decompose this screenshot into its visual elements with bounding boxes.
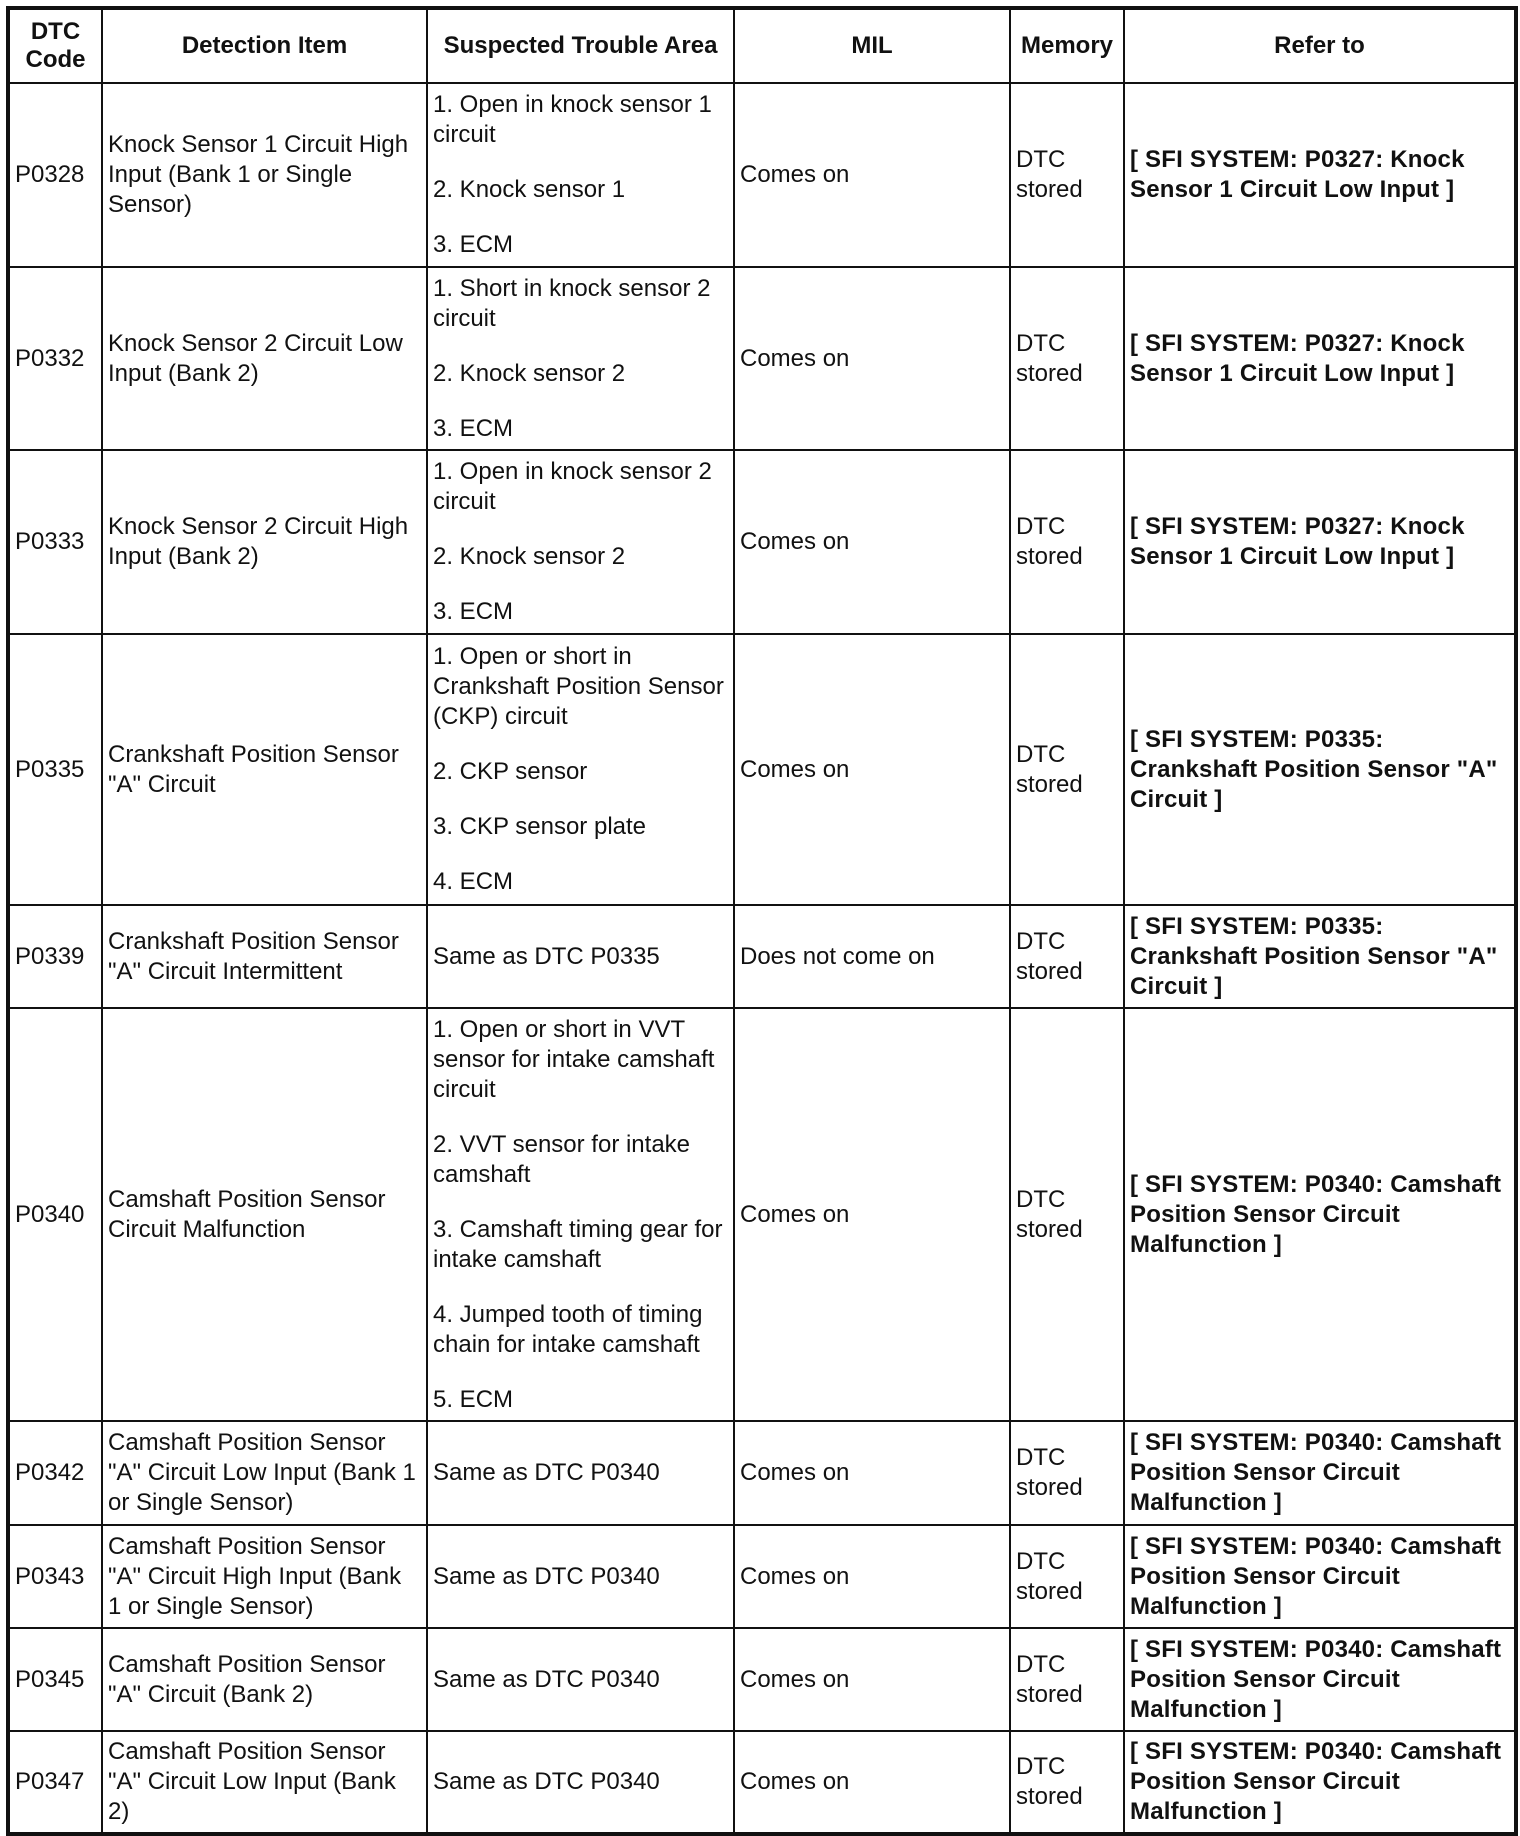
trouble-area-item: 4. Jumped tooth of timing chain for intake camshaft	[433, 1300, 703, 1358]
suspected-trouble-area-cell	[427, 450, 734, 634]
suspected-trouble-area-cell	[427, 634, 734, 905]
memory-cell: DTC stored	[1010, 1628, 1124, 1731]
refer-to-cell: [ SFI SYSTEM: P0335: Crankshaft Position Sensor "A" Circuit ]	[1124, 905, 1516, 1008]
dtc-code-cell: P0345	[8, 1628, 102, 1731]
header-dtc-code: DTC Code	[8, 8, 102, 83]
dtc-code-cell: P0347	[8, 1731, 102, 1834]
memory-cell: DTC stored	[1010, 905, 1124, 1008]
memory-cell: DTC stored	[1010, 450, 1124, 634]
mil-cell: Comes on	[734, 267, 1010, 450]
table-body	[8, 83, 1516, 1834]
table-row	[8, 1008, 1516, 1421]
trouble-area-item: 2. Knock sensor 2	[433, 359, 626, 387]
refer-to-cell: [ SFI SYSTEM: P0327: Knock Sensor 1 Circuit Low Input ]	[1124, 450, 1516, 634]
mil-cell: Comes on	[734, 634, 1010, 905]
trouble-area-item: Same as DTC P0340	[433, 1665, 660, 1693]
trouble-area-item: 1. Short in knock sensor 2 circuit	[433, 274, 711, 332]
table-row	[8, 267, 1516, 450]
header-detection-item: Detection Item	[102, 8, 427, 83]
mil-cell: Comes on	[734, 1421, 1010, 1525]
mil-cell: Comes on	[734, 1731, 1010, 1834]
trouble-area-item: Same as DTC P0335	[433, 942, 660, 970]
suspected-trouble-area-cell	[427, 267, 734, 450]
detection-item-cell: Crankshaft Position Sensor "A" Circuit Intermittent	[102, 905, 427, 1008]
trouble-area-item: 3. ECM	[433, 598, 514, 625]
detection-item-cell: Knock Sensor 2 Circuit High Input (Bank 2)	[102, 450, 427, 634]
memory-cell: DTC stored	[1010, 1525, 1124, 1628]
trouble-area-item: 3. ECM	[433, 414, 514, 442]
mil-cell: Comes on	[734, 450, 1010, 634]
dtc-code-cell: P0328	[8, 83, 102, 267]
trouble-area-item: Same as DTC P0340	[433, 1562, 660, 1590]
memory-cell: DTC stored	[1010, 1008, 1124, 1421]
mil-cell: Comes on	[734, 83, 1010, 267]
table-row	[8, 905, 1516, 1008]
mil-cell: Does not come on	[734, 905, 1010, 1008]
header-row	[8, 8, 1516, 83]
refer-to-cell: [ SFI SYSTEM: P0327: Knock Sensor 1 Circuit Low Input ]	[1124, 267, 1516, 450]
refer-to-cell: [ SFI SYSTEM: P0340: Camshaft Position Sensor Circuit Malfunction ]	[1124, 1421, 1516, 1525]
table-row	[8, 1421, 1516, 1525]
detection-item-cell: Knock Sensor 2 Circuit Low Input (Bank 2)	[102, 267, 427, 450]
refer-to-cell: [ SFI SYSTEM: P0340: Camshaft Position Sensor Circuit Malfunction ]	[1124, 1731, 1516, 1834]
trouble-area-item: 1. Open or short in Crankshaft Position Sensor (CKP) circuit	[433, 643, 724, 730]
refer-to-cell: [ SFI SYSTEM: P0340: Camshaft Position Sensor Circuit Malfunction ]	[1124, 1525, 1516, 1628]
trouble-area-item: 1. Open in knock sensor 2 circuit	[433, 458, 712, 515]
header-memory: Memory	[1010, 8, 1124, 83]
dtc-code-cell: P0339	[8, 905, 102, 1008]
dtc-code-cell: P0343	[8, 1525, 102, 1628]
dtc-code-cell: P0333	[8, 450, 102, 634]
refer-to-cell: [ SFI SYSTEM: P0327: Knock Sensor 1 Circuit Low Input ]	[1124, 83, 1516, 267]
trouble-area-item: 1. Open in knock sensor 1 circuit	[433, 91, 712, 148]
detection-item-cell: Knock Sensor 1 Circuit High Input (Bank 1 or Single Sensor)	[102, 83, 427, 267]
trouble-area-item: 4. ECM	[433, 868, 514, 895]
memory-cell: DTC stored	[1010, 1421, 1124, 1525]
trouble-area-item: 3. CKP sensor plate	[433, 813, 647, 840]
suspected-trouble-area-cell	[427, 905, 734, 1008]
header-refer-to: Refer to	[1124, 8, 1516, 83]
suspected-trouble-area-cell	[427, 1731, 734, 1834]
table-row	[8, 450, 1516, 634]
dtc-code-cell: P0342	[8, 1421, 102, 1525]
detection-item-cell: Camshaft Position Sensor "A" Circuit Low Input (Bank 2)	[102, 1731, 427, 1834]
header-suspected-trouble-area: Suspected Trouble Area	[427, 8, 734, 83]
refer-to-cell: [ SFI SYSTEM: P0340: Camshaft Position Sensor Circuit Malfunction ]	[1124, 1008, 1516, 1421]
dtc-code-cell: P0332	[8, 267, 102, 450]
mil-cell: Comes on	[734, 1628, 1010, 1731]
table-row	[8, 1628, 1516, 1731]
detection-item-cell: Camshaft Position Sensor "A" Circuit (Bank 2)	[102, 1628, 427, 1731]
trouble-area-item: 1. Open or short in VVT sensor for intake camshaft circuit	[433, 1015, 715, 1103]
mil-cell: Comes on	[734, 1525, 1010, 1628]
suspected-trouble-area-cell	[427, 1525, 734, 1628]
detection-item-cell: Camshaft Position Sensor "A" Circuit Low Input (Bank 1 or Single Sensor)	[102, 1421, 427, 1525]
trouble-area-item: 2. Knock sensor 2	[433, 543, 626, 570]
table-row	[8, 83, 1516, 267]
trouble-area-item: 3. Camshaft timing gear for intake camshaft	[433, 1215, 723, 1273]
detection-item-cell: Crankshaft Position Sensor "A" Circuit	[102, 634, 427, 905]
dtc-table	[6, 6, 1518, 1836]
trouble-area-item: Same as DTC P0340	[433, 1459, 660, 1486]
suspected-trouble-area-cell	[427, 1628, 734, 1731]
suspected-trouble-area-cell	[427, 1008, 734, 1421]
detection-item-cell: Camshaft Position Sensor Circuit Malfunction	[102, 1008, 427, 1421]
refer-to-cell: [ SFI SYSTEM: P0340: Camshaft Position Sensor Circuit Malfunction ]	[1124, 1628, 1516, 1731]
table-row	[8, 1731, 1516, 1834]
table-header	[8, 8, 1516, 83]
memory-cell: DTC stored	[1010, 267, 1124, 450]
trouble-area-item: Same as DTC P0340	[433, 1768, 660, 1795]
trouble-area-item: 2. CKP sensor	[433, 758, 588, 785]
trouble-area-item: 2. Knock sensor 1	[433, 176, 626, 203]
trouble-area-item: 5. ECM	[433, 1385, 514, 1413]
trouble-area-item: 2. VVT sensor for intake camshaft	[433, 1130, 691, 1188]
memory-cell: DTC stored	[1010, 83, 1124, 267]
mil-cell: Comes on	[734, 1008, 1010, 1421]
suspected-trouble-area-cell	[427, 83, 734, 267]
header-mil: MIL	[734, 8, 1010, 83]
dtc-code-cell: P0335	[8, 634, 102, 905]
memory-cell: DTC stored	[1010, 634, 1124, 905]
suspected-trouble-area-cell	[427, 1421, 734, 1525]
table-row	[8, 1525, 1516, 1628]
memory-cell: DTC stored	[1010, 1731, 1124, 1834]
refer-to-cell: [ SFI SYSTEM: P0335: Crankshaft Position Sensor "A" Circuit ]	[1124, 634, 1516, 905]
dtc-code-cell: P0340	[8, 1008, 102, 1421]
detection-item-cell: Camshaft Position Sensor "A" Circuit High Input (Bank 1 or Single Sensor)	[102, 1525, 427, 1628]
table-row	[8, 634, 1516, 905]
trouble-area-item: 3. ECM	[433, 231, 514, 258]
